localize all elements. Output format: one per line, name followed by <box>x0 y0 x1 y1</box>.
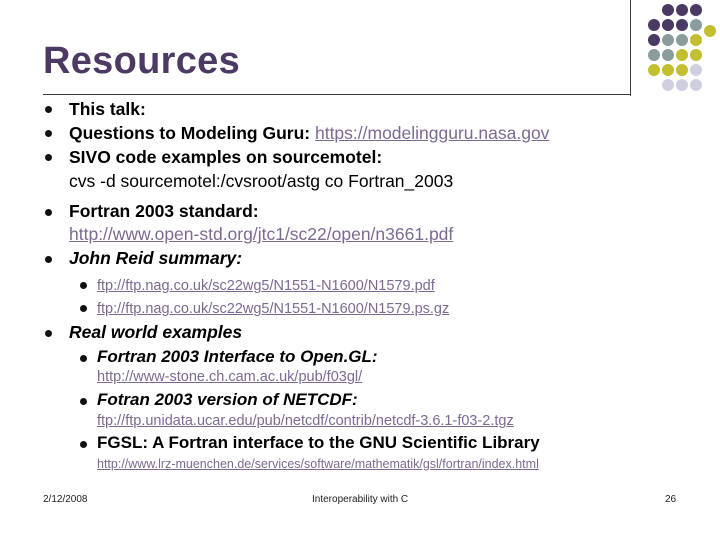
dot <box>690 19 702 31</box>
bullet <box>80 355 87 362</box>
dot <box>648 34 660 46</box>
dot <box>676 64 688 76</box>
bullet <box>45 130 52 137</box>
dot <box>690 4 702 16</box>
item-real-world: Real world examples <box>69 322 243 342</box>
dot <box>662 79 674 91</box>
dot <box>662 34 674 46</box>
dot <box>662 19 674 31</box>
page-number: 26 <box>665 494 677 505</box>
dot <box>690 79 702 91</box>
item-f2003-standard: Fortran 2003 standard: <box>69 201 259 221</box>
f2003-standard-link[interactable]: http://www.open-std.org/jtc1/sc22/open/n3661.pdf <box>69 224 454 244</box>
dot <box>676 19 688 31</box>
footer-title: Interoperability with C <box>312 494 409 505</box>
dot <box>690 34 702 46</box>
dot <box>648 49 660 61</box>
modeling-guru-label: Questions to Modeling Guru: <box>69 123 315 143</box>
bullet <box>80 282 87 289</box>
dot <box>676 34 688 46</box>
bullet <box>45 106 52 113</box>
dot <box>690 64 702 76</box>
dot <box>676 79 688 91</box>
dot <box>676 4 688 16</box>
bullet <box>80 398 87 405</box>
fgsl-label: FGSL: A Fortran interface to the GNU Scientific Library <box>97 433 540 452</box>
dot <box>704 25 716 37</box>
opengl-link[interactable]: http://www-stone.ch.cam.ac.uk/pub/f03gl/ <box>97 369 363 385</box>
dot <box>690 49 702 61</box>
dot <box>676 49 688 61</box>
dot <box>648 64 660 76</box>
item-sivo-examples: SIVO code examples on sourcemotel: <box>69 147 383 167</box>
dot <box>662 49 674 61</box>
dot <box>662 64 674 76</box>
netcdf-link[interactable]: ftp://ftp.unidata.ucar.edu/pub/netcdf/contrib/netcdf-3.6.1-f03-2.tgz <box>97 413 514 429</box>
footer-date: 2/12/2008 <box>43 494 88 505</box>
reid-pdf-link[interactable]: ftp://ftp.nag.co.uk/sc22wg5/N1551-N1600/N1579.pdf <box>97 278 435 294</box>
bullet <box>45 154 52 161</box>
item-this-talk: This talk: <box>69 99 146 119</box>
bullet <box>80 441 87 448</box>
bullet <box>45 330 52 337</box>
dot <box>648 19 660 31</box>
opengl-label: Fortran 2003 Interface to Open.GL: <box>97 347 378 366</box>
decorative-dot-grid <box>0 0 720 100</box>
fgsl-link[interactable]: http://www.lrz-muenchen.de/services/software/mathematik/gsl/fortran/index.html <box>97 457 539 471</box>
bullet <box>80 305 87 312</box>
bullet <box>45 256 52 263</box>
netcdf-label: Fotran 2003 version of NETCDF: <box>97 390 358 409</box>
item-john-reid: John Reid summary: <box>69 248 243 268</box>
cvs-command: cvs -d sourcemotel:/cvsroot/astg co Fortran_2003 <box>69 171 454 191</box>
bullet <box>45 209 52 216</box>
modeling-guru-link[interactable]: https://modelingguru.nasa.gov <box>314 123 550 143</box>
item-modeling-guru <box>69 123 549 143</box>
dot <box>662 4 674 16</box>
reid-psgz-link[interactable]: ftp://ftp.nag.co.uk/sc22wg5/N1551-N1600/N1579.ps.gz <box>97 301 450 317</box>
slide-title: Resources <box>43 40 241 82</box>
